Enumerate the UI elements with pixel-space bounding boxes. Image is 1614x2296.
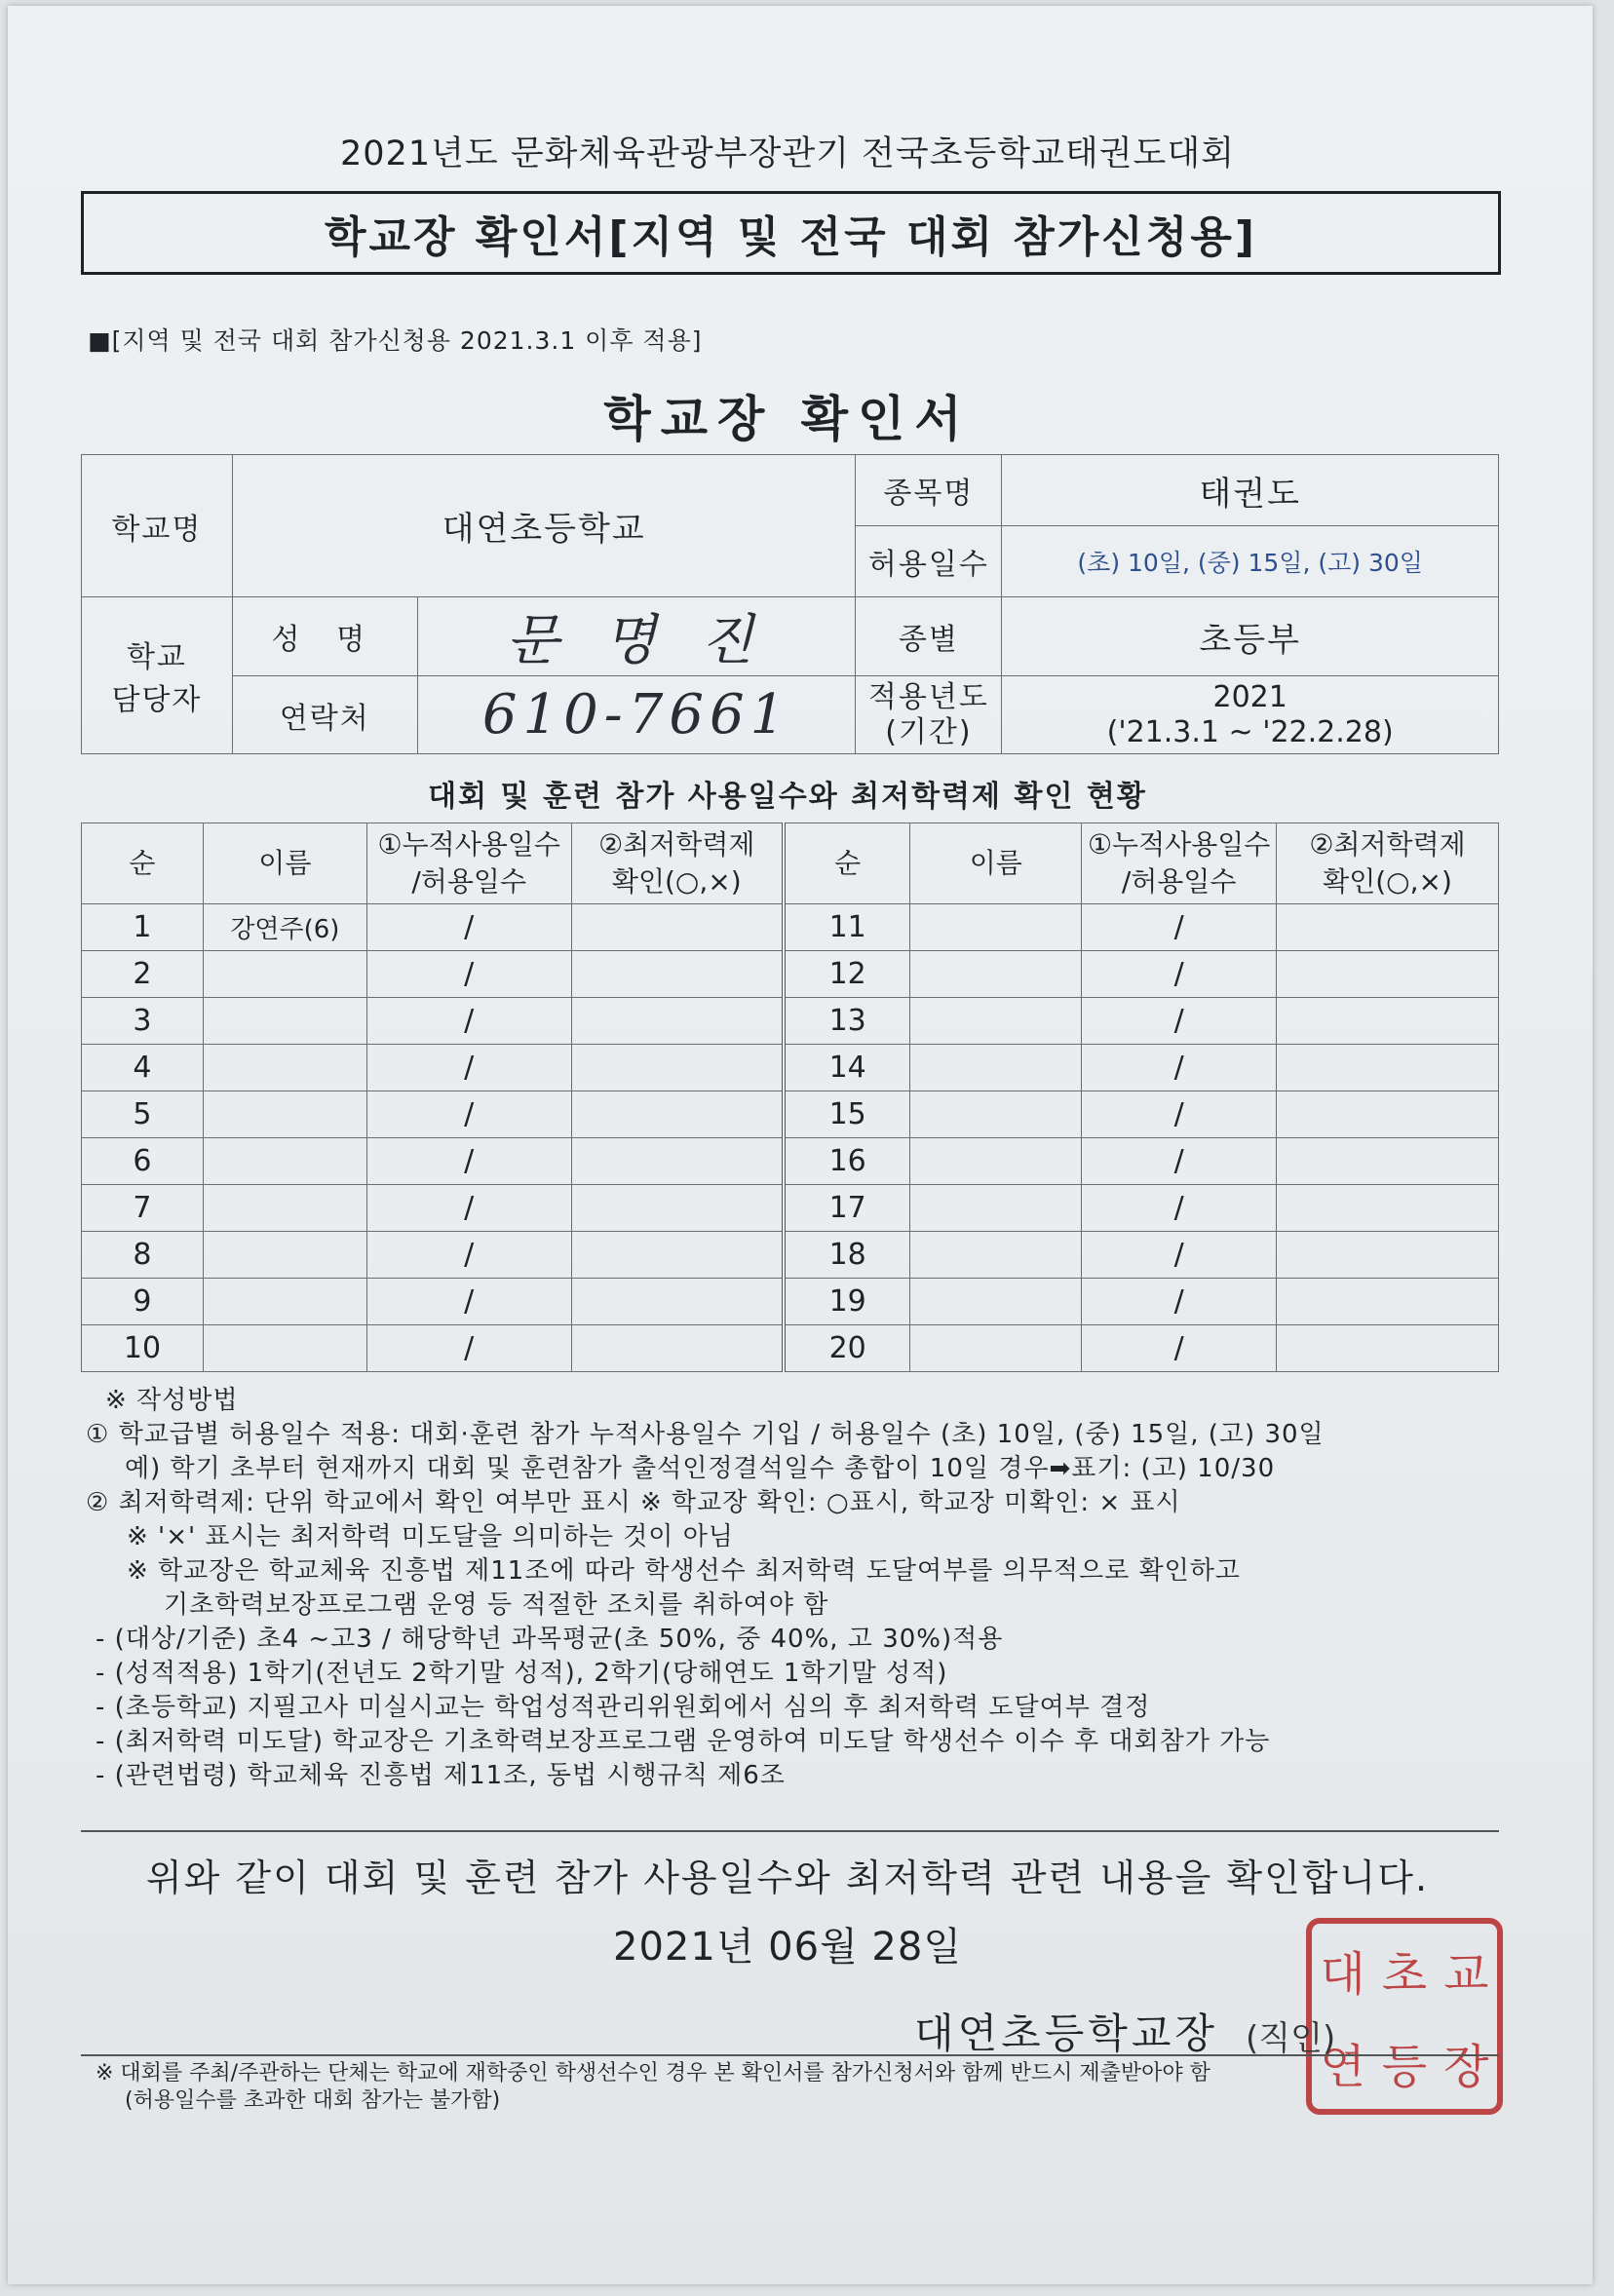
table-row: [82, 1185, 1499, 1232]
allowed-days-label: 허용일수: [856, 526, 1002, 597]
footer-line1: ※ 대회를 주최/주관하는 단체는 학교에 재학중인 학생선수인 경우 본 확인서를 참가신청서와 함께 반드시 제출받아야 함: [96, 2061, 1210, 2086]
row-days-right: /: [1082, 1232, 1277, 1279]
header-no-left: 순: [82, 823, 204, 904]
row-days-left: /: [366, 951, 571, 998]
row-check-right: [1277, 1185, 1499, 1232]
table-row: [82, 904, 1499, 951]
table-row: [82, 1045, 1499, 1091]
school-name: 대연초등학교: [232, 455, 856, 597]
row-name-right: [910, 1325, 1082, 1372]
document-title: 학교장 확인서: [603, 391, 972, 447]
row-name-left: [203, 1045, 366, 1091]
table-row: [82, 1279, 1499, 1325]
row-no-left: 8: [82, 1232, 204, 1279]
row-check-left: [571, 1045, 784, 1091]
row-check-left: [571, 998, 784, 1045]
year-value-year: 2021: [1212, 679, 1287, 714]
footer-note: [96, 2060, 1499, 2115]
table-row: [82, 998, 1499, 1045]
row-no-right: 13: [784, 998, 910, 1045]
row-name-left: [203, 1185, 366, 1232]
row-days-right: /: [1082, 1279, 1277, 1325]
division-value: 초등부: [1002, 597, 1499, 676]
row-name-right: [910, 998, 1082, 1045]
note-line: ※ 학교장은 학교체육 진흥법 제11조에 따라 학생선수 최저학력 도달여부를 의무적으로 확인하고: [127, 1556, 1241, 1586]
row-no-left: 5: [82, 1091, 204, 1138]
table-row: [82, 1325, 1499, 1372]
row-no-right: 12: [784, 951, 910, 998]
contact-label: 연락처: [232, 676, 417, 754]
row-no-right: 19: [784, 1279, 910, 1325]
note-line: - (대상/기준) 초4 ~고3 / 해당학년 과목평균(초 50%, 중 40%, 고 30%)적용: [96, 1625, 1004, 1654]
row-days-left: /: [366, 904, 571, 951]
row-name-left: [203, 951, 366, 998]
row-check-right: [1277, 1045, 1499, 1091]
confirmation-statement: 위와 같이 대회 및 훈련 참가 사용일수와 최저학력 관련 내용을 확인합니다.: [145, 1856, 1430, 1899]
header-check-left: [571, 823, 784, 904]
row-days-right: /: [1082, 904, 1277, 951]
header-name-right: 이름: [910, 823, 1082, 904]
table-row: [82, 1232, 1499, 1279]
row-check-left: [571, 904, 784, 951]
note-line: - (성적적용) 1학기(전년도 2학기말 성적), 2학기(당해연도 1학기말 성적): [96, 1659, 948, 1688]
row-no-right: 14: [784, 1045, 910, 1091]
row-no-left: 4: [82, 1045, 204, 1091]
contact-handwritten: 610-7661: [417, 676, 856, 754]
row-name-left: [203, 1232, 366, 1279]
row-check-left: [571, 1185, 784, 1232]
note-line: - (최저학력 미도달) 학교장은 기초학력보장프로그램 운영하여 미도달 학생선수 이수 후 대회참가 가능: [96, 1727, 1271, 1756]
table-row: [82, 951, 1499, 998]
header-days-left: [366, 823, 571, 904]
header-check-line2: 확인(○,×): [1323, 865, 1452, 898]
note-line: ② 최저학력제: 단위 학교에서 확인 여부만 표시 ※ 학교장 확인: ○표시, 학교장 미확인: × 표시: [86, 1488, 1181, 1517]
row-no-right: 18: [784, 1232, 910, 1279]
header-check-line1: ②최저학력제: [598, 828, 755, 861]
row-check-right: [1277, 1232, 1499, 1279]
row-days-left: /: [366, 1185, 571, 1232]
header-days-line1: ①누적사용일수: [1087, 828, 1271, 861]
header-check-line1: ②최저학력제: [1309, 828, 1466, 861]
header-days-line1: ①누적사용일수: [377, 828, 560, 861]
header-no-right: 순: [784, 823, 910, 904]
row-name-left: [203, 1325, 366, 1372]
note-line: 예) 학기 초부터 현재까지 대회 및 훈련참가 출석인정결석일수 총합이 10일 경우➡표기: (고) 10/30: [125, 1454, 1276, 1483]
event-title: 2021년도 문화체육관광부장관기 전국초등학교태권도대회: [340, 134, 1235, 173]
row-days-right: /: [1082, 1325, 1277, 1372]
row-days-right: /: [1082, 951, 1277, 998]
row-days-left: /: [366, 1138, 571, 1185]
row-check-left: [571, 951, 784, 998]
section-title: 대회 및 훈련 참가 사용일수와 최저학력제 확인 현황: [428, 780, 1147, 814]
row-days-right: /: [1082, 1138, 1277, 1185]
row-days-left: /: [366, 998, 571, 1045]
row-name-right: [910, 1232, 1082, 1279]
year-label: [856, 676, 1002, 754]
row-name-left: [203, 998, 366, 1045]
principal-title: 대연초등학교장: [914, 2009, 1219, 2057]
row-check-right: [1277, 904, 1499, 951]
row-no-right: 17: [784, 1185, 910, 1232]
row-name-right: [910, 1138, 1082, 1185]
row-days-left: /: [366, 1325, 571, 1372]
header-name-left: 이름: [203, 823, 366, 904]
row-name-left: [203, 1279, 366, 1325]
table-row: [82, 1138, 1499, 1185]
divider: [81, 1830, 1499, 1832]
allowed-days-value: (초) 10일, (중) 15일, (고) 30일: [1002, 526, 1499, 597]
year-value: [1002, 676, 1499, 754]
row-name-right: [910, 1185, 1082, 1232]
row-check-right: [1277, 951, 1499, 998]
year-label-line2: (기간): [885, 714, 973, 749]
row-check-left: [571, 1138, 784, 1185]
info-table: [81, 454, 1499, 754]
header-days-line2: /허용일수: [1121, 865, 1237, 898]
name-label: 성 명: [232, 597, 417, 676]
row-days-left: /: [366, 1232, 571, 1279]
row-no-right: 20: [784, 1325, 910, 1372]
row-check-left: [571, 1279, 784, 1325]
grid-body: [82, 904, 1499, 1372]
row-name-right: [910, 1279, 1082, 1325]
row-check-right: [1277, 1279, 1499, 1325]
row-no-left: 3: [82, 998, 204, 1045]
row-name-right: [910, 1045, 1082, 1091]
row-no-left: 9: [82, 1279, 204, 1325]
document-page: [8, 6, 1593, 2284]
document-date: 2021년 06월 28일: [613, 1925, 962, 1970]
row-days-right: /: [1082, 1045, 1277, 1091]
row-check-right: [1277, 1138, 1499, 1185]
row-name-left: [203, 1138, 366, 1185]
year-value-period: ('21.3.1 ~ '22.2.28): [1106, 714, 1394, 749]
row-no-left: 2: [82, 951, 204, 998]
row-check-left: [571, 1091, 784, 1138]
note-line: - (초등학교) 지필고사 미실시교는 학업성적관리위원회에서 심의 후 최저학력 도달여부 결정: [96, 1693, 1151, 1722]
divider: [81, 2054, 1499, 2056]
row-check-left: [571, 1232, 784, 1279]
row-days-right: /: [1082, 1185, 1277, 1232]
row-no-left: 6: [82, 1138, 204, 1185]
division-label: 종별: [856, 597, 1002, 676]
grid-header-row: [82, 823, 1499, 904]
row-days-left: /: [366, 1045, 571, 1091]
row-days-right: /: [1082, 1091, 1277, 1138]
header-check-right: [1277, 823, 1499, 904]
row-no-left: 7: [82, 1185, 204, 1232]
row-name-right: [910, 1091, 1082, 1138]
row-days-right: /: [1082, 998, 1277, 1045]
seal-mark-text: (직인): [1246, 2019, 1336, 2058]
row-name-left: [203, 1091, 366, 1138]
row-name-right: [910, 951, 1082, 998]
year-label-line1: 적용년도: [867, 679, 989, 714]
note-line: 기초학력보장프로그램 운영 등 적절한 조치를 취하여야 함: [164, 1590, 829, 1620]
school-label: 학교명: [82, 455, 233, 597]
row-no-left: 1: [82, 904, 204, 951]
row-name-left: 강연주(6): [203, 904, 366, 951]
manager-label-line1: 학교: [126, 640, 187, 674]
manager-label: [82, 597, 233, 754]
row-check-right: [1277, 1325, 1499, 1372]
footer-line2: (허용일수를 초과한 대회 참가는 불가함): [125, 2088, 501, 2113]
row-no-right: 15: [784, 1091, 910, 1138]
note-heading: ※ 작성방법: [105, 1386, 239, 1415]
header-box-title: 학교장 확인서[지역 및 전국 대회 참가신청용]: [81, 191, 1501, 275]
row-no-right: 11: [784, 904, 910, 951]
manager-label-line2: 담당자: [111, 683, 203, 717]
manager-name-handwritten: 문 명 진: [417, 597, 856, 676]
row-name-right: [910, 904, 1082, 951]
official-seal-stamp: 대 초 교 연 등 장: [1306, 1918, 1503, 2115]
attendance-grid: [81, 823, 1499, 1372]
row-check-left: [571, 1325, 784, 1372]
note-line: ① 학교급별 허용일수 적용: 대회·훈련 참가 누적사용일수 기입 / 허용일수 (초) 10일, (중) 15일, (고) 30일: [86, 1420, 1325, 1449]
header-check-line2: 확인(○,×): [611, 865, 742, 898]
row-days-left: /: [366, 1279, 571, 1325]
row-no-left: 10: [82, 1325, 204, 1372]
row-no-right: 16: [784, 1138, 910, 1185]
sport-value: 태권도: [1002, 455, 1499, 526]
table-row: [82, 1091, 1499, 1138]
note-line: - (관련법령) 학교체육 진흥법 제11조, 동법 시행규칙 제6조: [96, 1761, 786, 1790]
row-check-right: [1277, 998, 1499, 1045]
sport-label: 종목명: [856, 455, 1002, 526]
row-check-right: [1277, 1091, 1499, 1138]
header-days-right: [1082, 823, 1277, 904]
header-days-line2: /허용일수: [411, 865, 527, 898]
writing-instructions: [86, 1384, 1518, 1793]
note-line: ※ '×' 표시는 최저학력 미도달을 의미하는 것이 아님: [127, 1522, 734, 1551]
apply-note: ■[지역 및 전국 대회 참가신청용 2021.3.1 이후 적용]: [88, 326, 703, 355]
row-days-left: /: [366, 1091, 571, 1138]
